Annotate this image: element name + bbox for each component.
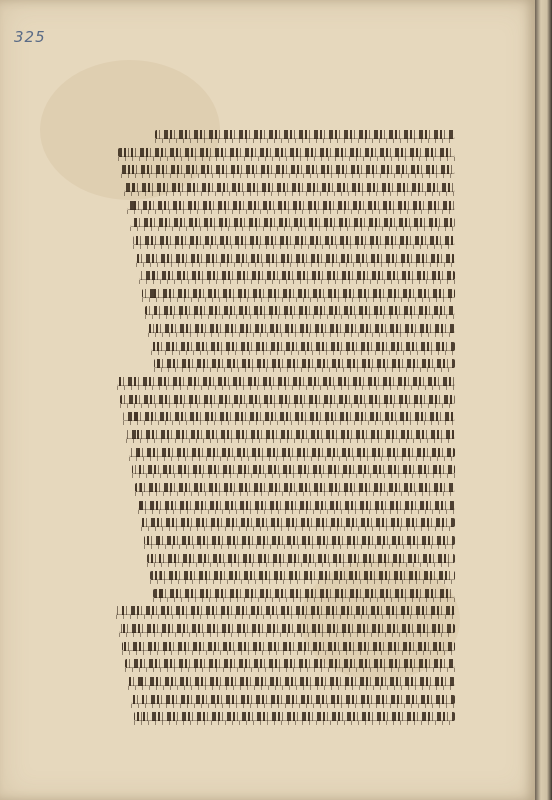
manuscript-line bbox=[154, 359, 455, 368]
manuscript-line bbox=[125, 659, 455, 668]
manuscript-line bbox=[123, 412, 455, 421]
folio-number: 325 bbox=[14, 28, 46, 46]
manuscript-line bbox=[138, 501, 455, 510]
manuscript-line bbox=[128, 677, 455, 686]
manuscript-line bbox=[148, 324, 455, 333]
manuscript-line bbox=[142, 289, 455, 298]
manuscript-line bbox=[116, 606, 455, 615]
manuscript-line bbox=[153, 589, 455, 598]
manuscript-line bbox=[155, 130, 455, 139]
manuscript-line bbox=[117, 377, 455, 386]
manuscript-line bbox=[127, 201, 455, 210]
manuscript-line bbox=[145, 306, 455, 315]
manuscript-text bbox=[115, 130, 116, 131]
manuscript-line bbox=[122, 642, 455, 651]
manuscript-line bbox=[135, 483, 455, 492]
manuscript-line bbox=[131, 695, 455, 704]
manuscript-line bbox=[129, 448, 455, 457]
manuscript-line bbox=[124, 183, 455, 192]
page-edge bbox=[535, 0, 552, 800]
manuscript-line bbox=[126, 430, 455, 439]
manuscript-line bbox=[132, 465, 455, 474]
manuscript-line bbox=[118, 148, 455, 157]
manuscript-line bbox=[134, 712, 455, 721]
manuscript-line bbox=[121, 165, 455, 174]
manuscript-line bbox=[136, 254, 455, 263]
manuscript-line bbox=[150, 571, 455, 580]
manuscript-text-block bbox=[115, 130, 455, 730]
manuscript-line bbox=[120, 395, 455, 404]
manuscript-line bbox=[133, 236, 455, 245]
manuscript-line bbox=[147, 554, 455, 563]
manuscript-line bbox=[119, 624, 455, 633]
manuscript-line bbox=[144, 536, 455, 545]
manuscript-line bbox=[130, 218, 455, 227]
manuscript-line bbox=[151, 342, 455, 351]
manuscript-line bbox=[139, 271, 455, 280]
manuscript-line bbox=[141, 518, 455, 527]
